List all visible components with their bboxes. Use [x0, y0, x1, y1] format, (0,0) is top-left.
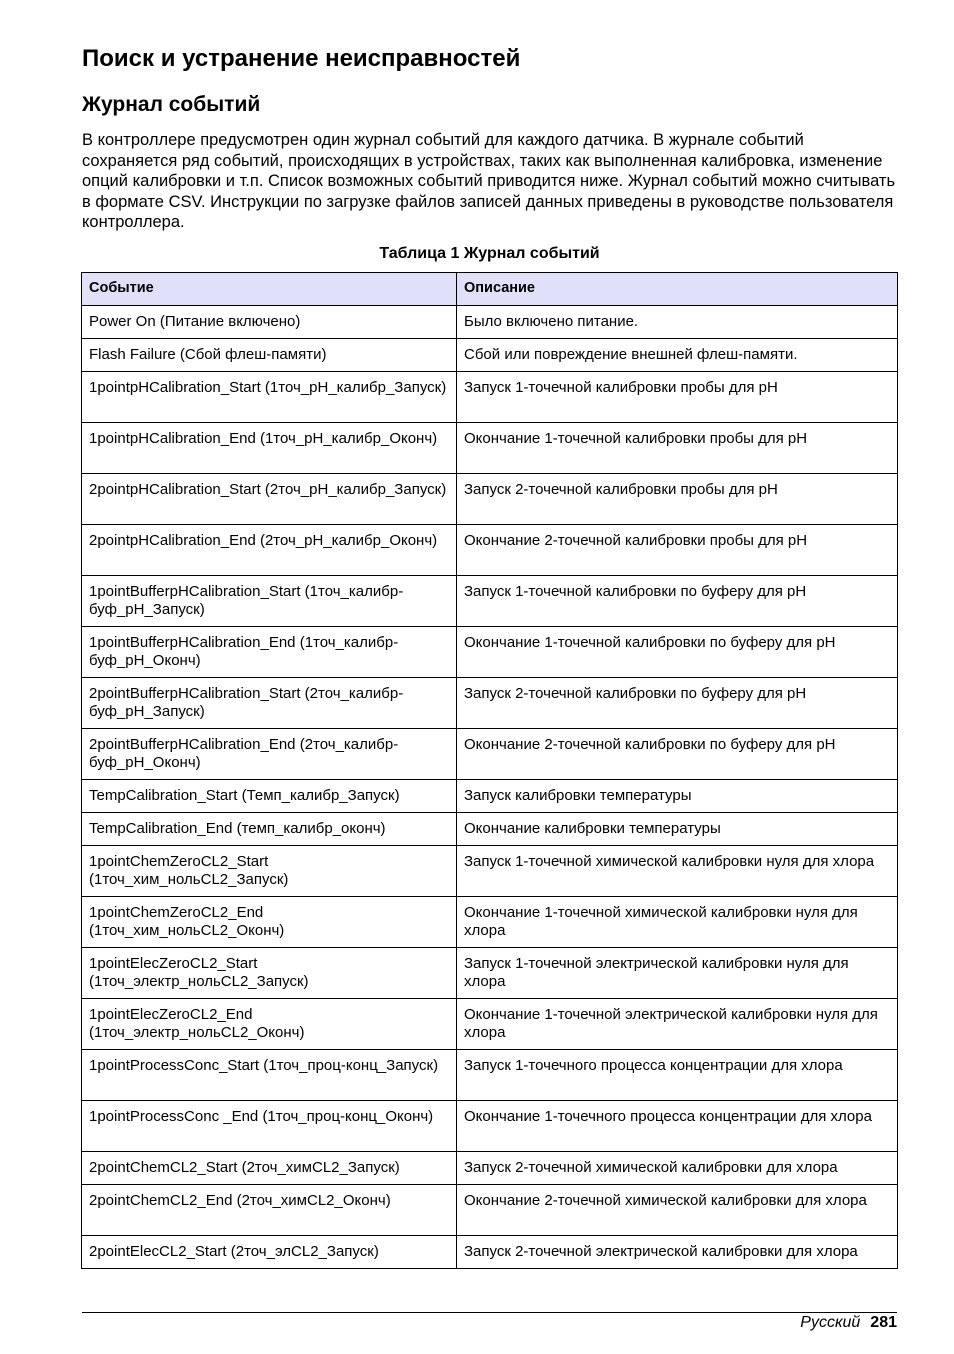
- description-cell: Запуск калибровки температуры: [457, 780, 898, 813]
- description-cell: Окончание 2-точечной химической калибровки для хлора: [457, 1185, 898, 1236]
- table-row: [82, 813, 898, 846]
- description-cell: Запуск 2-точечной электрической калибровки для хлора: [457, 1236, 898, 1269]
- table-row: [82, 306, 898, 339]
- events-table: [81, 272, 898, 1269]
- event-cell: 2pointBufferpHCalibration_Start (2точ_калибр-буф_pH_Запуск): [82, 678, 457, 729]
- event-cell: 2pointpHCalibration_Start (2точ_pH_калибр_Запуск): [82, 474, 457, 525]
- table-row: [82, 729, 898, 780]
- event-cell: 1pointElecZeroCL2_Start (1точ_электр_нольCL2_Запуск): [82, 948, 457, 999]
- event-cell: 1pointpHCalibration_Start (1точ_pH_калибр_Запуск): [82, 372, 457, 423]
- description-cell: Окончание 1-точечной калибровки по буферу для pH: [457, 627, 898, 678]
- description-cell: Запуск 2-точечной калибровки пробы для pH: [457, 474, 898, 525]
- table-row: [82, 525, 898, 576]
- page-footer: [800, 1313, 897, 1333]
- description-cell: Окончание 1-точечной электрической калибровки нуля для хлора: [457, 999, 898, 1050]
- event-cell: 1pointProcessConc_Start (1точ_проц-конц_Запуск): [82, 1050, 457, 1101]
- table-row: [82, 999, 898, 1050]
- footer-divider: [82, 1312, 897, 1313]
- description-cell: Было включено питание.: [457, 306, 898, 339]
- intro-paragraph: В контроллере предусмотрен один журнал событий для каждого датчика. В журнале событий сохраняется ряд событий, происходящих в устройствах, таких как выполненная калибровка, изменение опций калибровки и т.п. Список возможных событий приводится ниже. Журнал событий можно считывать в формате CSV. Инструкции по загрузке файлов записей данных приведены в руководстве пользователя контроллера.: [82, 131, 896, 231]
- footer-language: Русский: [800, 1314, 861, 1331]
- description-cell: Запуск 1-точечной калибровки пробы для pH: [457, 372, 898, 423]
- table-row: [82, 423, 898, 474]
- table-row: [82, 627, 898, 678]
- description-cell: Запуск 2-точечной калибровки по буферу для pH: [457, 678, 898, 729]
- header-description: Описание: [457, 273, 898, 306]
- page-number: 281: [870, 1314, 897, 1331]
- description-cell: Запуск 1-точечной электрической калибровки нуля для хлора: [457, 948, 898, 999]
- event-cell: 1pointChemZeroCL2_Start (1точ_хим_нольCL2_Запуск): [82, 846, 457, 897]
- description-cell: Окончание 1-точечного процесса концентрации для хлора: [457, 1101, 898, 1152]
- table-row: [82, 372, 898, 423]
- event-cell: 1pointBufferpHCalibration_Start (1точ_калибр-буф_pH_Запуск): [82, 576, 457, 627]
- table-row: [82, 846, 898, 897]
- table-row: [82, 678, 898, 729]
- table-row: [82, 1236, 898, 1269]
- description-cell: Окончание калибровки температуры: [457, 813, 898, 846]
- event-cell: 1pointElecZeroCL2_End (1точ_электр_нольCL2_Оконч): [82, 999, 457, 1050]
- event-cell: 2pointBufferpHCalibration_End (2точ_калибр-буф_pH_Оконч): [82, 729, 457, 780]
- table-row: [82, 1152, 898, 1185]
- event-cell: 1pointProcessConc _End (1точ_проц-конц_Оконч): [82, 1101, 457, 1152]
- table-row: [82, 897, 898, 948]
- event-cell: Flash Failure (Сбой флеш-памяти): [82, 339, 457, 372]
- description-cell: Окончание 2-точечной калибровки по буферу для pH: [457, 729, 898, 780]
- event-cell: Power On (Питание включено): [82, 306, 457, 339]
- description-cell: Сбой или повреждение внешней флеш-памяти.: [457, 339, 898, 372]
- event-cell: TempCalibration_End (темп_калибр_оконч): [82, 813, 457, 846]
- table-row: [82, 576, 898, 627]
- description-cell: Запуск 2-точечной химической калибровки для хлора: [457, 1152, 898, 1185]
- event-cell: 1pointpHCalibration_End (1точ_pH_калибр_Оконч): [82, 423, 457, 474]
- event-cell: 2pointChemCL2_End (2точ_химCL2_Оконч): [82, 1185, 457, 1236]
- table-row: [82, 1101, 898, 1152]
- table-row: [82, 1050, 898, 1101]
- table-caption: Таблица 1 Журнал событий: [379, 245, 600, 262]
- section-title: Журнал событий: [82, 93, 261, 116]
- description-cell: Запуск 1-точечной калибровки по буферу для pH: [457, 576, 898, 627]
- event-cell: 2pointChemCL2_Start (2точ_химCL2_Запуск): [82, 1152, 457, 1185]
- table-row: [82, 474, 898, 525]
- event-cell: TempCalibration_Start (Темп_калибр_Запуск): [82, 780, 457, 813]
- description-cell: Запуск 1-точечного процесса концентрации для хлора: [457, 1050, 898, 1101]
- table-row: [82, 948, 898, 999]
- table-row: [82, 780, 898, 813]
- table-row: [82, 1185, 898, 1236]
- description-cell: Окончание 2-точечной калибровки пробы для pH: [457, 525, 898, 576]
- event-cell: 2pointpHCalibration_End (2точ_pH_калибр_Оконч): [82, 525, 457, 576]
- page-title: Поиск и устранение неисправностей: [82, 45, 521, 72]
- event-cell: 1pointChemZeroCL2_End (1точ_хим_нольCL2_Оконч): [82, 897, 457, 948]
- event-cell: 1pointBufferpHCalibration_End (1точ_калибр-буф_pH_Оконч): [82, 627, 457, 678]
- table-header-row: [82, 273, 898, 306]
- description-cell: Окончание 1-точечной химической калибровки нуля для хлора: [457, 897, 898, 948]
- header-event: Событие: [82, 273, 457, 306]
- table-row: [82, 339, 898, 372]
- description-cell: Окончание 1-точечной калибровки пробы для pH: [457, 423, 898, 474]
- event-cell: 2pointElecCL2_Start (2точ_элCL2_Запуск): [82, 1236, 457, 1269]
- description-cell: Запуск 1-точечной химической калибровки нуля для хлора: [457, 846, 898, 897]
